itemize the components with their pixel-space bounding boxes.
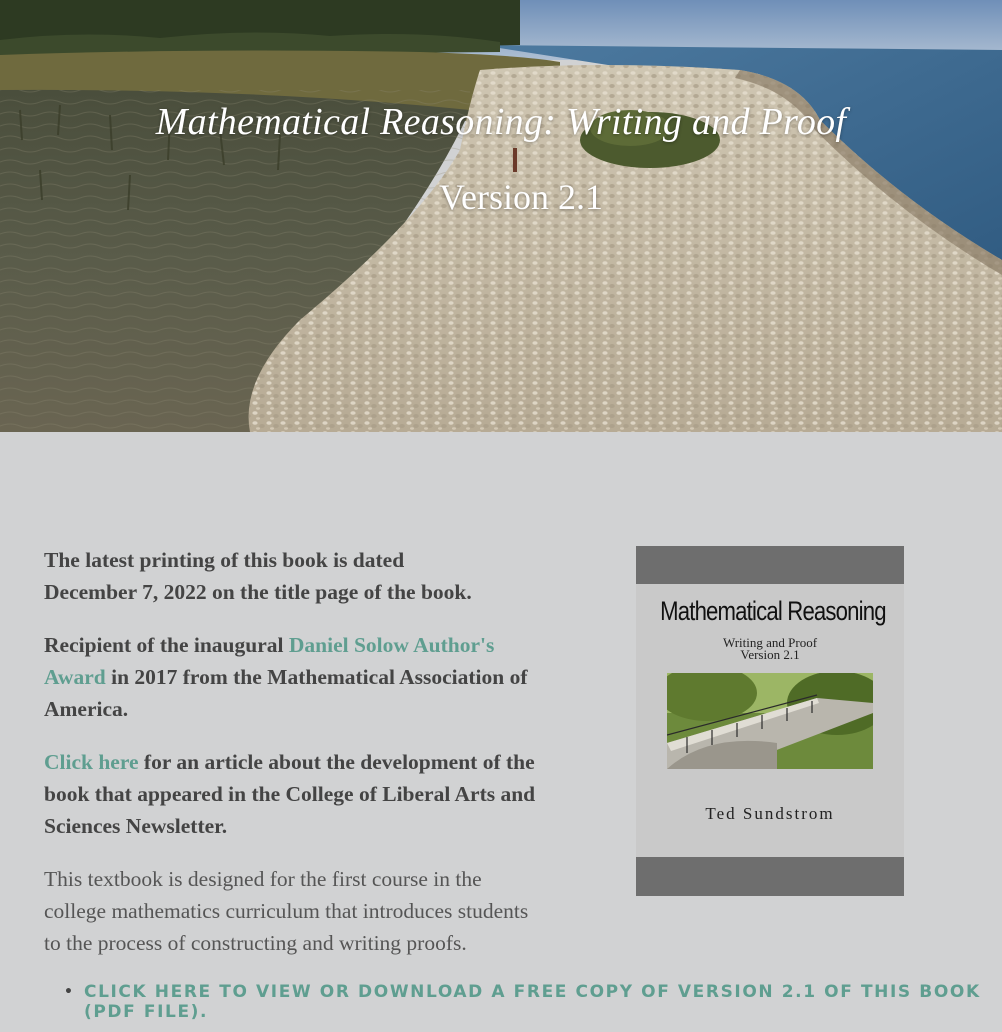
cover-subtitle: Writing and Proof xyxy=(722,635,818,650)
book-description: This textbook is designed for the first course in the college mathematics curriculum that introduces students to the process of constructing and writing proofs. xyxy=(44,867,529,955)
bullet-icon: • xyxy=(64,984,75,1000)
award-suffix: in 2017 from the Mathematical Association of America. xyxy=(44,665,528,721)
cover-bridge-photo xyxy=(667,673,873,769)
cover-band-top xyxy=(636,546,904,584)
book-cover-image xyxy=(636,546,904,896)
hero-banner xyxy=(0,0,1002,432)
hero-version: Version 2.1 xyxy=(439,177,603,217)
printing-line-1: The latest printing of this book is dated xyxy=(44,548,405,572)
download-item xyxy=(60,982,990,1022)
printing-line-2: December 7, 2022 on the title page of the book. xyxy=(44,580,472,604)
article-link[interactable]: Click here xyxy=(44,750,139,774)
printing-note xyxy=(44,544,544,608)
article-suffix: for an article about the development of the book that appeared in the College of Liberal Arts and Sciences Newsletter. xyxy=(44,750,536,838)
award-link[interactable]: Daniel Solow Author's Award xyxy=(44,633,495,689)
cover-band-bottom xyxy=(636,857,904,896)
cover-author: Ted Sundstrom xyxy=(705,804,835,823)
cover-title: Mathematical Reasoning xyxy=(660,596,886,626)
hero-title: Mathematical Reasoning: Writing and Proof xyxy=(155,101,847,143)
intro-section xyxy=(44,544,544,980)
award-note xyxy=(44,629,544,725)
download-pdf-link[interactable]: CLICK HERE TO VIEW OR DOWNLOAD A FREE COPY OF VERSION 2.1 OF THIS BOOK (PDF FILE). xyxy=(84,982,981,1022)
download-list xyxy=(60,982,990,1022)
article-note xyxy=(44,746,544,842)
cover-version: Version 2.1 xyxy=(740,647,800,662)
award-prefix: Recipient of the inaugural xyxy=(44,633,289,657)
